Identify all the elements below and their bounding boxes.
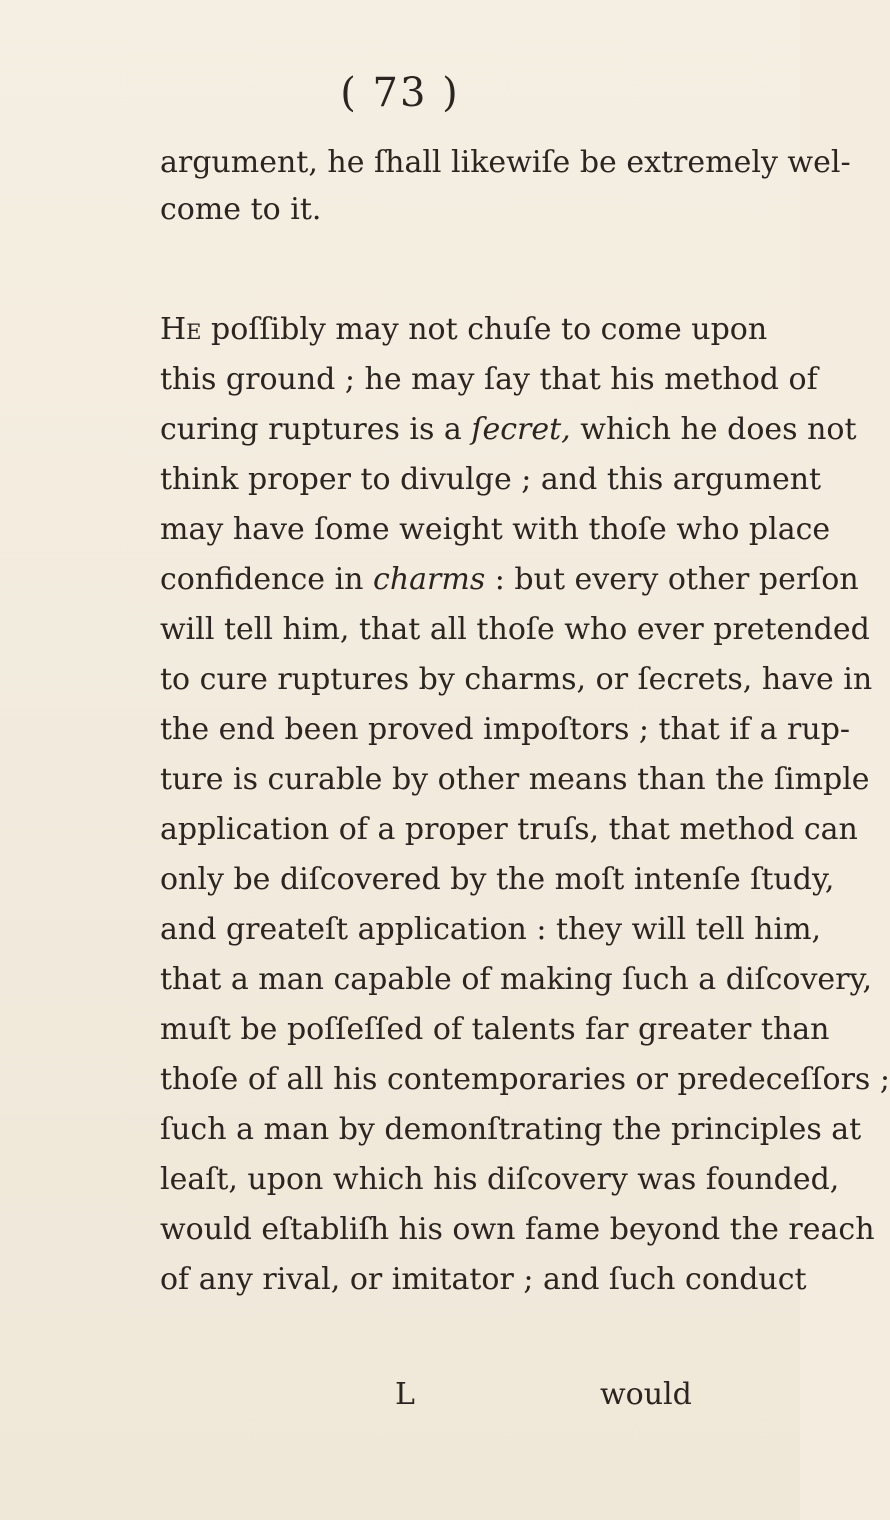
text-line: come to it. bbox=[160, 192, 322, 227]
text-line: that a man capable of making ſuch a diſcovery, bbox=[160, 962, 873, 997]
text-line: argument, he ſhall likewiſe be extremely wel- bbox=[160, 145, 851, 180]
text-fragment: which he does not bbox=[580, 412, 857, 447]
text-line-with-italic bbox=[160, 560, 859, 600]
text-line: to cure ruptures by charms, or ſecrets, have in bbox=[160, 662, 873, 697]
catchword: would bbox=[600, 1377, 692, 1412]
text-line: and greateſt application : they will tell him, bbox=[160, 912, 822, 947]
text-fragment: confidence in bbox=[160, 562, 364, 597]
text-line-with-italic bbox=[160, 410, 857, 450]
text-line: application of a proper truſs, that method can bbox=[160, 812, 858, 847]
text-line: may have ſome weight with thoſe who place bbox=[160, 512, 831, 547]
text-line: muſt be poſſeſſed of talents far greater than bbox=[160, 1012, 830, 1047]
text-line: thoſe of all his contemporaries or predeceſſors ; bbox=[160, 1062, 890, 1097]
text-line: will tell him, that all thoſe who ever pretended bbox=[160, 612, 870, 647]
text-line: only be diſcovered by the moſt intenſe ſtudy, bbox=[160, 862, 835, 897]
text-line: of any rival, or imitator ; and ſuch conduct bbox=[160, 1262, 807, 1297]
paragraph-first-line bbox=[160, 310, 768, 350]
text-fragment: : but every other perſon bbox=[494, 562, 859, 597]
signature-mark: L bbox=[395, 1377, 415, 1412]
italic-word-secret: ſecret, bbox=[471, 412, 571, 447]
text-line: ture is curable by other means than the ſimple bbox=[160, 762, 870, 797]
paragraph-initial-word: He bbox=[160, 312, 202, 347]
text-line-rest: poſſibly may not chuſe to come upon bbox=[211, 312, 768, 347]
text-line: this ground ; he may ſay that his method of bbox=[160, 362, 818, 397]
text-line: leaſt, upon which his diſcovery was founded, bbox=[160, 1162, 840, 1197]
italic-word-charms: charms bbox=[373, 562, 486, 597]
text-fragment: curing ruptures is a bbox=[160, 412, 462, 447]
text-line: ſuch a man by demonſtrating the principles at bbox=[160, 1112, 862, 1147]
text-line: would eſtabliſh his own fame beyond the reach bbox=[160, 1212, 875, 1247]
page-number: ( 73 ) bbox=[340, 70, 460, 116]
text-line: think proper to divulge ; and this argument bbox=[160, 462, 822, 497]
text-line: the end been proved impoſtors ; that if a rup- bbox=[160, 712, 851, 747]
